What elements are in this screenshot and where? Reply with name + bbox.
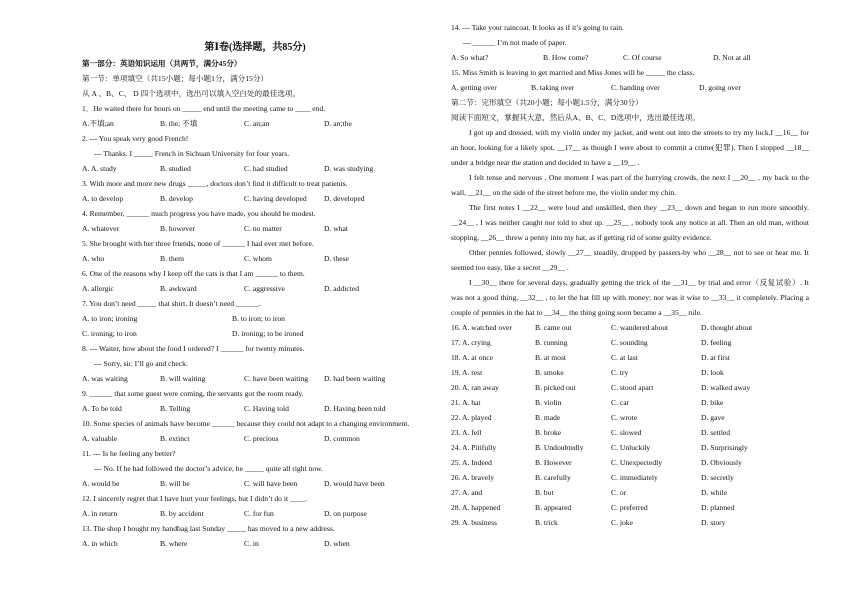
options-row — [82, 281, 428, 296]
options-row — [82, 476, 428, 491]
option: C. handing over — [611, 83, 660, 92]
question-item — [82, 236, 428, 266]
option: 17. A. crying — [451, 338, 491, 347]
cloze-option-row — [451, 365, 809, 380]
option: C. joke — [611, 518, 633, 527]
option: A. allergic — [82, 284, 114, 293]
option: A. To be told — [82, 404, 122, 413]
question-stem-2: --- ______ I’m not made of paper. — [463, 38, 567, 47]
option: C. whom — [244, 254, 272, 263]
option: 28. A. happened — [451, 503, 501, 512]
cloze-option-row — [451, 425, 809, 440]
option: A. valuable — [82, 434, 118, 443]
option: B. broke — [535, 428, 562, 437]
option: D. at first — [701, 353, 730, 362]
left-questions — [82, 101, 428, 551]
option: 19. A. rest — [451, 368, 483, 377]
question-stem: 15. Miss Smith is leaving to get married and Miss Jones will be _____ the class. — [451, 68, 695, 77]
cloze-option-row — [451, 395, 809, 410]
option: B. will waiting — [160, 374, 206, 383]
option: D. these — [324, 254, 349, 263]
question-stem: 12. I sincerely regret that I have hurt your feelings, but I didn’t do it ____. — [82, 494, 308, 503]
option: B. smoke — [535, 368, 564, 377]
option: A. in return — [82, 509, 118, 518]
option: D. settled — [701, 428, 731, 437]
cloze-option-row — [451, 485, 809, 500]
option: C. in — [244, 539, 259, 548]
option: 25. A. Indeed — [451, 458, 492, 467]
question-stem: 7. You don’t need _____ that shirt. It doesn’t need ______. — [82, 299, 261, 308]
option: D. bike — [701, 398, 724, 407]
option: B. made — [535, 413, 561, 422]
option: D. going over — [699, 83, 741, 92]
question-item — [82, 176, 428, 206]
option: A. would be — [82, 479, 120, 488]
option: C. having developed — [244, 194, 307, 203]
question-item — [82, 296, 428, 341]
option: A. in which — [82, 539, 118, 548]
option: A. who — [82, 254, 105, 263]
option: D. Surprisingly — [701, 443, 748, 452]
question-item — [82, 266, 428, 296]
question-stem: 5. She brought with her three friends, none of ______ I had ever met before. — [82, 239, 314, 248]
option: C. at last — [611, 353, 638, 362]
options-row — [82, 311, 428, 326]
option: B. violin — [535, 398, 562, 407]
option: A. A. study — [82, 164, 117, 173]
q15 — [451, 65, 809, 95]
option: B. the; 不填 — [160, 119, 198, 128]
option: C. wrote — [611, 413, 638, 422]
passage-paragraph-5: I __30__ there for several days, gradually getting the trick of the __31__ by trial and error（反复试验）. It was not a good thing, __32__ , to let the hat fill up with money; nor was it wise to __33__ it completely. Placing a couple of pennies in the hat to __34__ the thing going soon became a __35__ rule. — [451, 278, 809, 317]
option: B. trick — [535, 518, 558, 527]
question-stem: 10. Some species of animals have become ______ because they could not adapt to a changing environment. — [82, 419, 410, 428]
option: 26. A. bravely — [451, 473, 495, 482]
option: D. walked away — [701, 383, 751, 392]
question-item — [82, 101, 428, 131]
option: 16. A. watched over — [451, 323, 512, 332]
options-row — [82, 431, 428, 446]
option: C. for fun — [244, 509, 274, 518]
option: D. feeling — [701, 338, 732, 347]
option: C. sounding — [611, 338, 648, 347]
option: D. when — [324, 539, 350, 548]
section1-heading: 第一节：单项填空（共15小题；每小题1分，满分15分） — [82, 74, 269, 83]
question-stem: 11. --- Is he feeling any better? — [82, 449, 176, 458]
options-row — [82, 401, 428, 416]
option: A. to develop — [82, 194, 124, 203]
option: B. Undoubtedly — [535, 443, 584, 452]
question-item — [82, 416, 428, 446]
question-item — [82, 446, 428, 491]
option: C. try — [611, 368, 629, 377]
option: C. stood apart — [611, 383, 654, 392]
option: B. but — [535, 488, 554, 497]
option: D. developed — [324, 194, 365, 203]
question-item — [82, 491, 428, 521]
passage-paragraph-4: Other pennies followed, slowly __27__ steadily, dropped by passers-by who __28__ not to see or hear me. It seemed too easy, like a secret __29__ . — [451, 248, 809, 272]
option: B. where — [160, 539, 188, 548]
option: C. will have been — [244, 479, 298, 488]
option: C. Unexpectedly — [611, 458, 663, 467]
option: D. secretly — [701, 473, 734, 482]
cloze-option-row — [451, 380, 809, 395]
option: D. an;the — [324, 119, 352, 128]
options-row — [82, 506, 428, 521]
option: B. to iron; to iron — [232, 314, 285, 323]
option: D. ironing; to be ironed — [232, 329, 304, 338]
option: B. taking over — [531, 83, 575, 92]
option: C. preferred — [611, 503, 648, 512]
option: D. gave — [701, 413, 725, 422]
left-column — [82, 0, 428, 551]
option: C. have been waiting — [244, 374, 309, 383]
option: 18. A. at once — [451, 353, 493, 362]
options-row — [82, 221, 428, 236]
option: D. what — [324, 224, 349, 233]
option: A. getting over — [451, 83, 497, 92]
option: A.不填;an — [82, 119, 114, 128]
option: B. running — [535, 338, 568, 347]
section2-heading: 第二节：完形填空（共20小题；每小题1.5分，满分30分） — [451, 98, 643, 107]
option: C. slowed — [611, 428, 642, 437]
question-item — [82, 386, 428, 416]
option: D. planned — [701, 503, 735, 512]
option: D. Obviously — [701, 458, 742, 467]
options-row — [82, 116, 428, 131]
option: B. by accident — [160, 509, 204, 518]
option: 27. A. and — [451, 488, 483, 497]
right-column — [451, 0, 809, 530]
options-row — [82, 161, 428, 176]
option: C. immediately — [611, 473, 658, 482]
option: B. at most — [535, 353, 567, 362]
options-row — [451, 80, 809, 95]
part1-heading: 第一部分：英语知识运用（共两节，满分45分） — [82, 59, 242, 68]
option: D. story — [701, 518, 726, 527]
option: 22. A. played — [451, 413, 492, 422]
option: A. to iron; ironing — [82, 314, 138, 323]
option: B. however — [160, 224, 196, 233]
options-row — [82, 536, 428, 551]
cloze-option-row — [451, 335, 809, 350]
question-stem: 13. The shop I bought my handbag last Sunday _____ has moved to a new address. — [82, 524, 335, 533]
cloze-option-row — [451, 410, 809, 425]
question-stem: 1．He waited there for hours on _____ end until the meeting came to ____ end. — [82, 104, 326, 113]
cloze-option-row — [451, 500, 809, 515]
question-stem: 14. --- Take your raincoat. It looks as if it’s going to rain. — [451, 23, 624, 32]
question-stem: 4. Remember, ______ much progress you have made, you should be modest. — [82, 209, 316, 218]
question-stem-2: --- Thanks. I _____ French in Sichuan University for four years. — [94, 149, 290, 158]
option: C. Unluckily — [611, 443, 651, 452]
option: B. However — [535, 458, 572, 467]
section2-instructions: 阅读下面短文，掌握其大意，然后从A、B、C、D选项中，选出最佳选项。 — [451, 113, 700, 122]
section1-instructions: 从 A 、B、C、 D 四个选项中，选出可以填入空白处的最佳选项。 — [82, 89, 301, 98]
option: 23. A. fell — [451, 428, 482, 437]
option: B. extinct — [160, 434, 190, 443]
options-row — [82, 191, 428, 206]
passage-paragraph-1: I got up and dressed, with my violin under my jacket, and went out into the streets to try my luck.I __16__ for an hour, looking for a likely spot, __17__ as though I were about to commit a crime(犯罪). Then I stopped __18__ under a bridge near the station and decided to have a __19__ . — [451, 128, 809, 167]
options-row — [82, 371, 428, 386]
cloze-option-row — [451, 320, 809, 335]
option: C. or — [611, 488, 627, 497]
option: C. aggressive — [244, 284, 285, 293]
option: D. addicted — [324, 284, 360, 293]
option: D. had been waiting — [324, 374, 386, 383]
question-item — [82, 131, 428, 176]
question-item — [82, 341, 428, 386]
option: A. was waiting — [82, 374, 128, 383]
option: C. had studied — [244, 164, 288, 173]
option: D. would have been — [324, 479, 385, 488]
option: C. wandered about — [611, 323, 669, 332]
option: C. precious — [244, 434, 279, 443]
passage-paragraph-3: The first notes I __22__ were loud and unskilled, then they __23__ down and began to run more smoothly. __24__ , I was neither caught nor told to shut up. __25__ , nobody took any notice at all. Then an old man, without stopping, __26__ threw a penny into my hat, as if getting rid of some guilty evidence. — [451, 203, 809, 242]
option: B. How come? — [543, 53, 589, 62]
option: B. them — [160, 254, 185, 263]
option: D. was studying — [324, 164, 374, 173]
option: 24. A. Pitifully — [451, 443, 497, 452]
question-stem: 9. ______ that some guest were coming, the servants got the room ready. — [82, 389, 304, 398]
option: C. no matter — [244, 224, 282, 233]
option: B. picked out — [535, 383, 576, 392]
option: D. look — [701, 368, 724, 377]
option: B. awkward — [160, 284, 197, 293]
option: B. Telling — [160, 404, 191, 413]
option: B. appeared — [535, 503, 572, 512]
q14 — [451, 20, 809, 65]
option: B. studied — [160, 164, 191, 173]
question-stem-2: --- Sorry, sir. I’ll go and check. — [94, 359, 188, 368]
passage-paragraph-2: I felt tense and nervous . One moment I was part of the hurrying crowds, the next I __20__ , my back to the wall, __21__ on the side of the street before me, the violin under my chin. — [451, 173, 809, 197]
cloze-options — [451, 320, 809, 530]
option: D. on purpose — [324, 509, 367, 518]
option: C. Of course — [623, 53, 662, 62]
option: B. came out — [535, 323, 572, 332]
question-item — [82, 521, 428, 551]
question-stem: 8. --- Waiter, how about the food I ordered? I ______ for twenty minutes. — [82, 344, 305, 353]
cloze-option-row — [451, 350, 809, 365]
option: C. an;an — [244, 119, 270, 128]
question-item — [82, 206, 428, 236]
option: C. Having told — [244, 404, 289, 413]
options-row — [451, 50, 809, 65]
question-stem: 6. One of the reasons why I keep off the cats is that I am ______ to them. — [82, 269, 305, 278]
option: C. car — [611, 398, 630, 407]
cloze-option-row — [451, 440, 809, 455]
option: D. thought about — [701, 323, 753, 332]
options-row — [82, 326, 428, 341]
option: D. common — [324, 434, 360, 443]
page-title: 第Ⅰ卷(选择题，共85分) — [204, 42, 306, 53]
cloze-option-row — [451, 455, 809, 470]
option: D. while — [701, 488, 728, 497]
question-stem-2: --- No. If he had followed the doctor’s advice, he _____ quite all right now. — [94, 464, 324, 473]
option: B. will be — [160, 479, 190, 488]
option: A. whatever — [82, 224, 120, 233]
question-stem: 3. With more and more new drugs _____, doctors don’t find it difficult to treat patients. — [82, 179, 348, 188]
option: 20. A. ran away — [451, 383, 499, 392]
option: 21. A. hat — [451, 398, 481, 407]
option: B. carefully — [535, 473, 571, 482]
question-stem: 2. --- You speak very good French! — [82, 134, 189, 143]
cloze-option-row — [451, 470, 809, 485]
option: D. Having been told — [324, 404, 386, 413]
option: C. ironing; to iron — [82, 329, 137, 338]
option: 29. A. business — [451, 518, 497, 527]
option: D. Not at all — [713, 53, 751, 62]
option: A. So what? — [451, 53, 489, 62]
cloze-option-row — [451, 515, 809, 530]
options-row — [82, 251, 428, 266]
option: B. develop — [160, 194, 193, 203]
